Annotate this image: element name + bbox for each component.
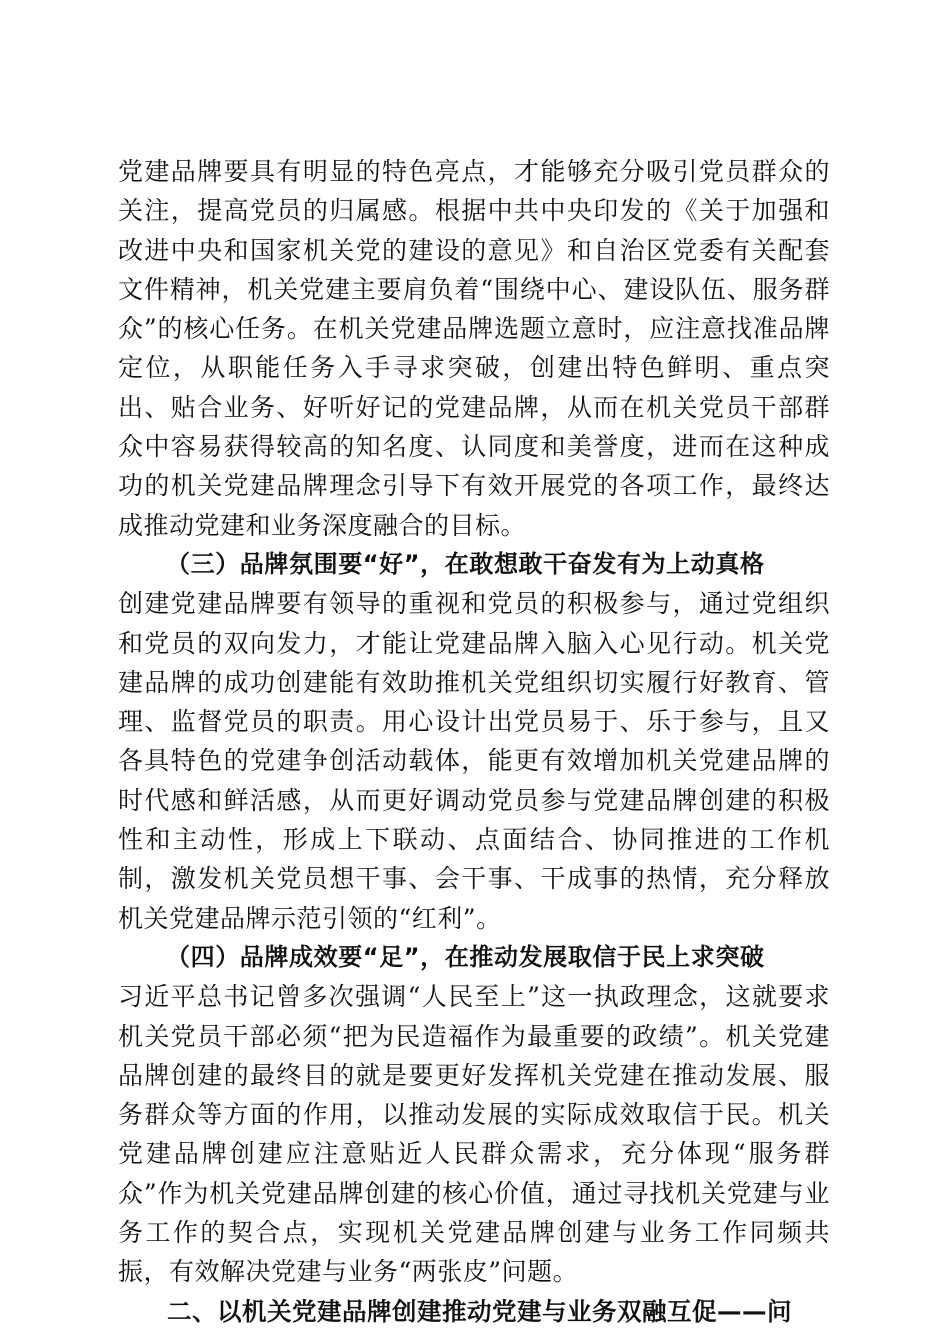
document-body [118, 152, 830, 1331]
paragraph-brand-effect: 习近平总书记曾多次强调“人民至上”这一执政理念，这就要求机关党员干部必须“把为民造福作为最重要的政绩”。机关党建品牌创建的最终目的就是要更好发挥机关党建在推动发展、服务群众等方面的作用，以推动发展的实际成效取信于民。机关党建品牌创建应注意贴近人民群众需求，充分体现“服务群众”作为机关党建品牌创建的核心价值，通过寻找机关党建与业务工作的契合点，实现机关党建品牌创建与业务工作同频共振，有效解决党建与业务“两张皮”问题。 [118, 982, 830, 1287]
subheading-brand-effect: （四）品牌成效要“足”，在推动发展取信于民上求突破 [166, 942, 765, 971]
subheading-brand-atmosphere: （三）品牌氛围要“好”，在敢想敢干奋发有为上动真格 [166, 549, 765, 578]
paragraph-brand-atmosphere: 创建党建品牌要有领导的重视和党员的积极参与，通过党组织和党员的双向发力，才能让党建品牌入脑入心见行动。机关党建品牌的成功创建能有效助推机关党组织切实履行好教育、管理、监督党员的职责。用心设计出党员易于、乐于参与，且又各具特色的党建争创活动载体，能更有效增加机关党建品牌的时代感和鲜活感，从而更好调动党员参与党建品牌创建的积极性和主动性，形成上下联动、点面结合、协同推进的工作机制，激发机关党员想干事、会干事、干成事的热情，充分释放机关党建品牌示范引领的“红利”。 [118, 589, 830, 933]
paragraph-brand-features: 党建品牌要具有明显的特色亮点，才能够充分吸引党员群众的关注，提高党员的归属感。根据中共中央印发的《关于加强和改进中央和国家机关党的建设的意见》和自治区党委有关配套文件精神，机关党建主要肩负着“围绕中心、建设队伍、服务群众”的核心任务。在机关党建品牌选题立意时，应注意找准品牌定位，从职能任务入手寻求突破，创建出特色鲜明、重点突出、贴合业务、好听好记的党建品牌，从而在机关党员干部群众中容易获得较高的知名度、认同度和美誉度，进而在这种成功的机关党建品牌理念引导下有效开展党的各项工作，最终达成推动党建和业务深度融合的目标。 [118, 157, 830, 540]
section-heading-two: 二、以机关党建品牌创建推动党建与业务双融互促——问 [167, 1296, 792, 1326]
